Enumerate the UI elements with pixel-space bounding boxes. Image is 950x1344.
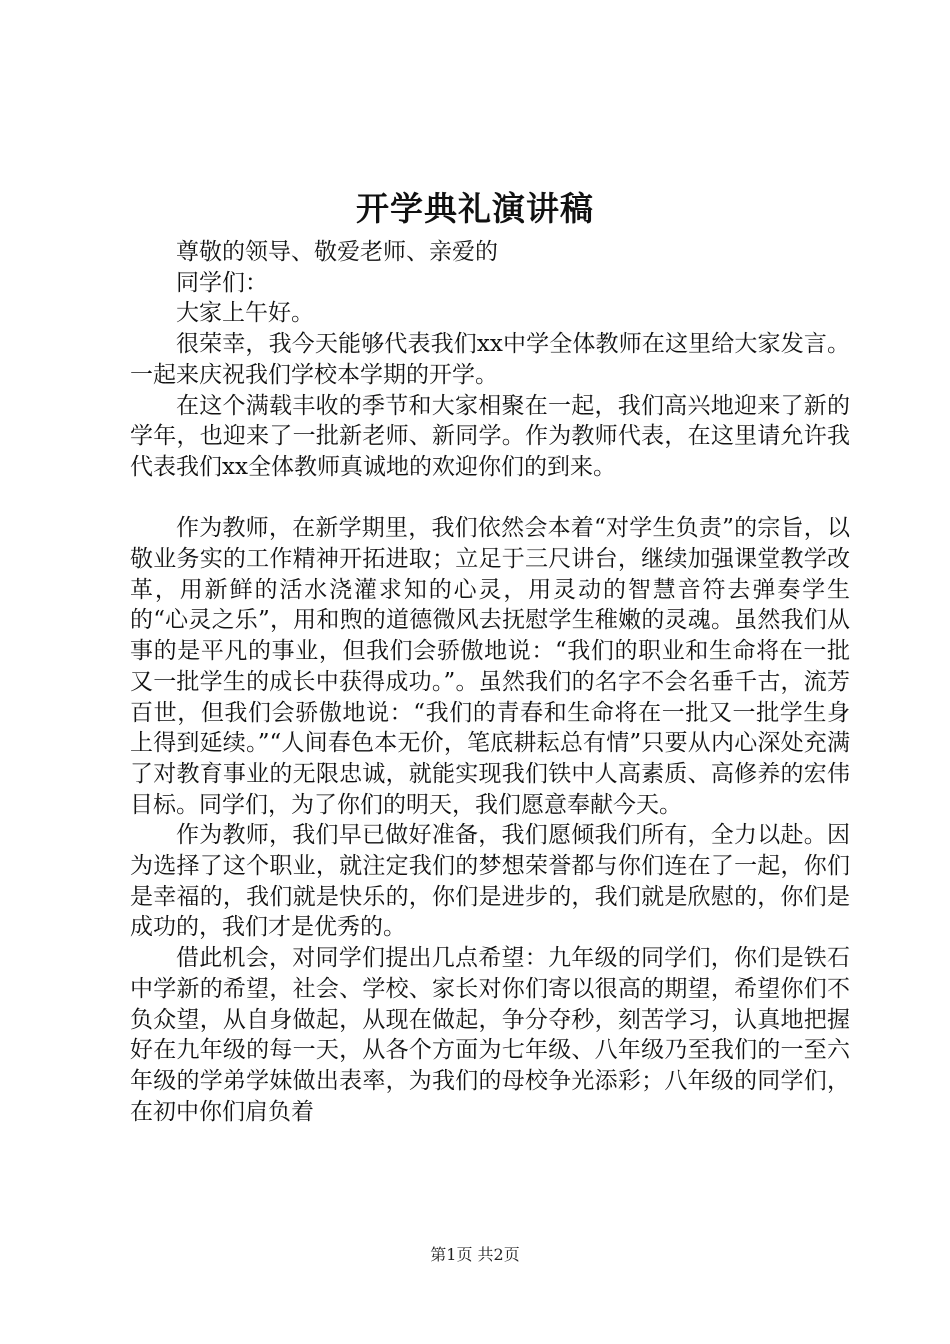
document-body bbox=[130, 237, 850, 1127]
greeting: 大家上午好。 bbox=[176, 300, 314, 327]
paragraph-teacher-readiness: 作为教师，我们早已做好准备，我们愿倾我们所有，全力以赴。因为选择了这个职业，就注定我们的梦想荣誉都与你们连在了一起，你们是幸福的，我们就是快乐的，你们是进步的，我们就是欣慰的，你们是成功的，我们才是优秀的。 bbox=[130, 822, 850, 941]
paragraph-welcome: 在这个满载丰收的季节和大家相聚在一起，我们高兴地迎来了新的学年，也迎来了一批新老师、新同学。作为教师代表，在这里请允许我代表我们xx全体教师真诚地的欢迎你们的到来。 bbox=[130, 392, 850, 480]
page-number-footer: 第1页 共2页 bbox=[430, 1245, 520, 1264]
paragraph-intro: 很荣幸，我今天能够代表我们xx中学全体教师在这里给大家发言。一起来庆祝我们学校本学期的开学。 bbox=[130, 331, 850, 388]
salutation-line-2: 同学们： bbox=[176, 269, 268, 296]
paragraph-teacher-commitment: 作为教师，在新学期里，我们依然会本着“对学生负责”的宗旨，以敬业务实的工作精神开拓进取；立足于三尺讲台，继续加强课堂教学改革，用新鲜的活水浇灌求知的心灵，用灵动的智慧音符去弹奏学生的“心灵之乐”，用和煦的道德微风去抚慰学生稚嫩的灵魂。虽然我们从事的是平凡的事业，但我们会骄傲地说：“我们的职业和生命将在一批又一批学生的成长中获得成功。”。虽然我们的名字不会名垂千古，流芳百世，但我们会骄傲地说：“我们的青春和生命将在一批又一批学生身上得到延续。”“人间春色本无价，笔底耕耘总有情”只要从内心深处充满了对教育事业的无限忠诚，就能实现我们铁中人高素质、高修养的宏伟目标。同学们，为了你们的明天，我们愿意奉献今天。 bbox=[130, 515, 850, 818]
document-title: 开学典礼演讲稿 bbox=[356, 189, 594, 228]
paragraph-hopes: 借此机会，对同学们提出几点希望：九年级的同学们，你们是铁石中学新的希望，社会、学校、家长对你们寄以很高的期望，希望你们不负众望，从自身做起，从现在做起，争分夺秒，刻苦学习，认真地把握好在九年级的每一天，从各个方面为七年级、八年级乃至我们的一至六年级的学弟学妹做出表率，为我们的母校争光添彩；八年级的同学们，在初中你们肩负着 bbox=[130, 945, 850, 1125]
salutation-line-1: 尊敬的领导、敬爱老师、亲爱的 bbox=[176, 239, 498, 265]
